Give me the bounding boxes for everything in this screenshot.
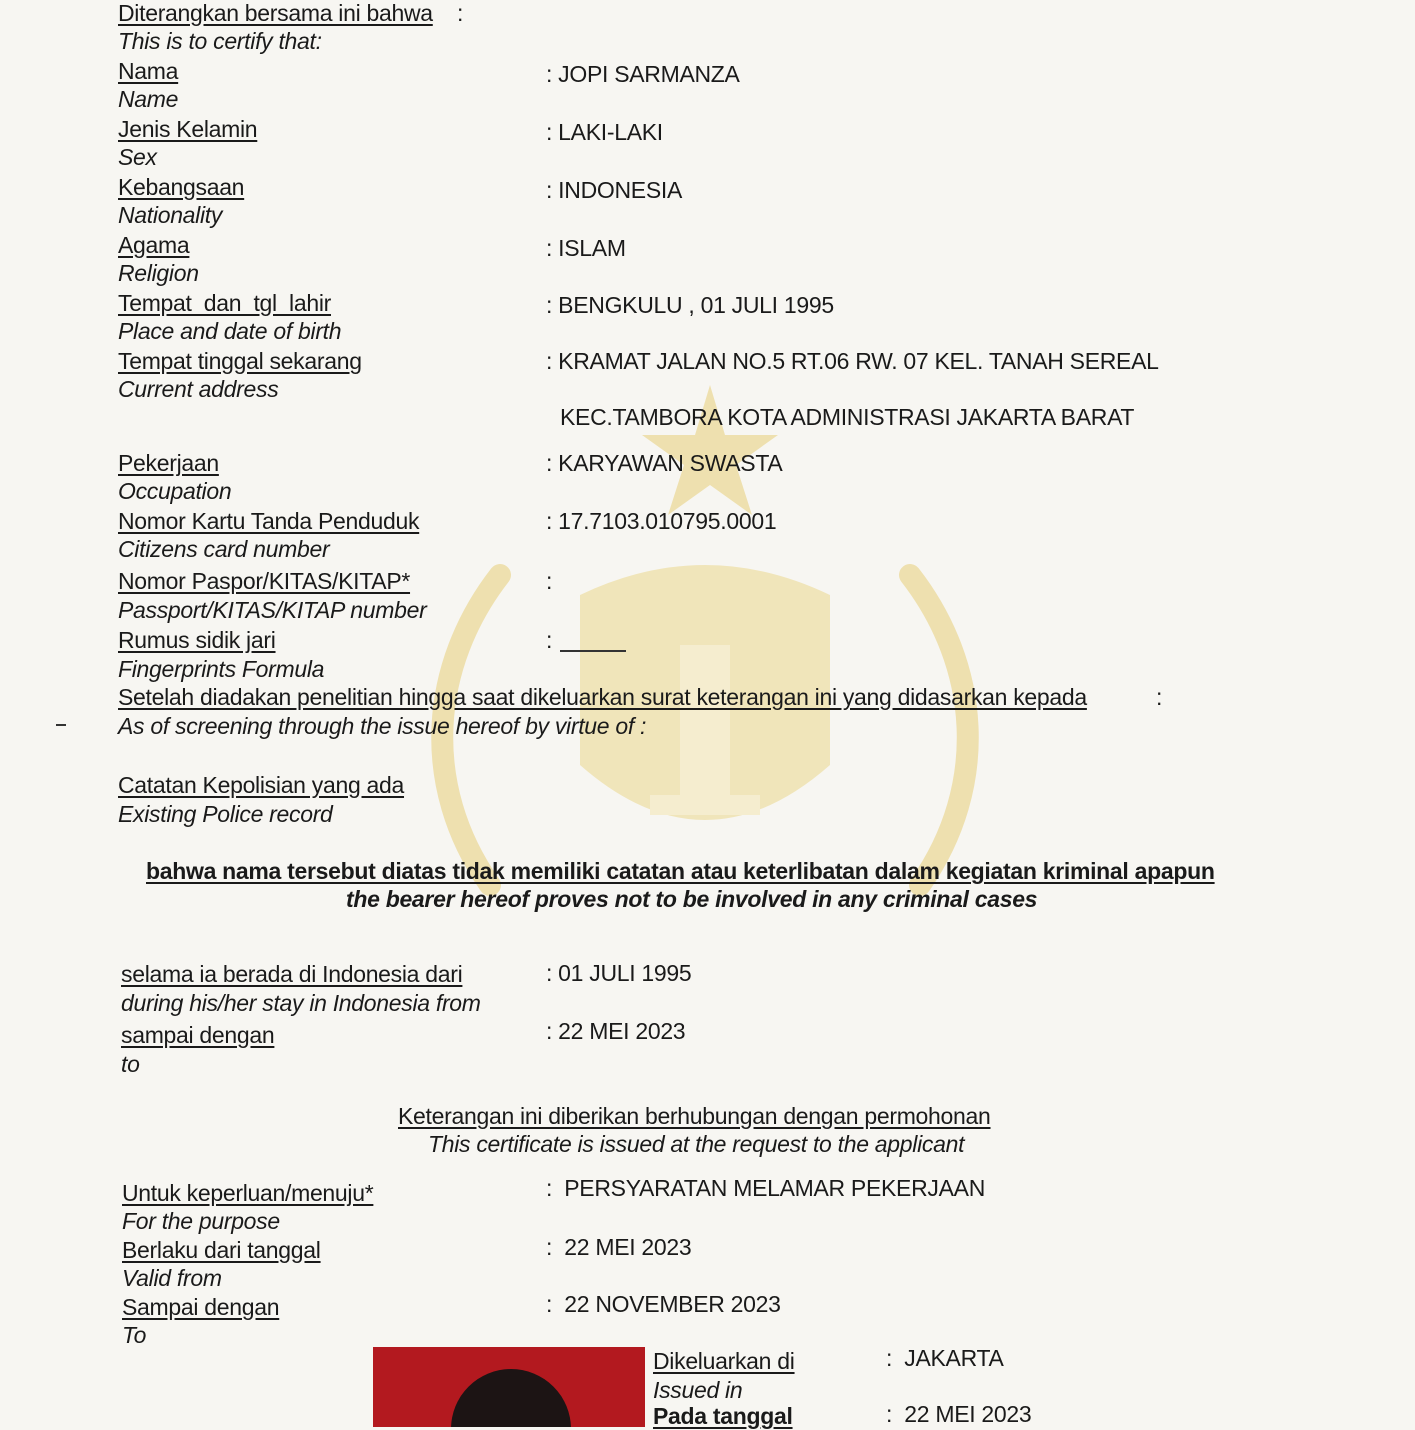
field-label-en: Passport/KITAS/KITAP number [118,597,427,623]
field-label-en: Place and date of birth [118,318,342,344]
field-value-birth: : BENGKULU , 01 JULI 1995 [546,292,834,318]
issued-in-label-en: Issued in [653,1377,743,1403]
emblem-torch [680,645,730,795]
field-value-religion: : ISLAM [546,235,626,261]
field-label-en: Nationality [118,202,223,228]
field-label-id: Agama [118,232,190,258]
field-label-id: Nama [118,58,179,84]
issued-date-label-id: Pada tanggal [653,1403,793,1429]
margin-dash [56,724,66,726]
field-label-en: Religion [118,260,199,286]
field-value-occupation: : KARYAWAN SWASTA [546,450,783,476]
police-record-statement-id: bahwa nama tersebut diatas tidak memiliki catatan atau keterlibatan dalam kegiatan kriminal apapun [146,858,1215,884]
field-label-en: Current address [118,376,279,402]
field-label-id: Kebangsaan [118,174,245,200]
field-value-id-card: : 17.7103.010795.0001 [546,508,777,534]
field-value-passport: : [546,568,553,594]
emblem-right-wreath [910,575,968,885]
valid-to-label-id: Sampai dengan [122,1294,280,1320]
emblem-base [650,795,760,815]
field-label-en: Name [118,86,179,112]
stay-to-label-id: sampai dengan [121,1022,275,1048]
police-record-statement-en: the bearer hereof proves not to be involved in any criminal cases [346,886,1038,912]
stay-from-label-id: selama ia berada di Indonesia dari [121,961,463,987]
police-record-label-en: Existing Police record [118,801,333,827]
purpose-label-en: For the purpose [122,1208,280,1234]
field-label-id: Rumus sidik jari [118,627,276,653]
screening-en: As of screening through the issue hereof by virtue of : [118,713,647,739]
certify-heading-colon: : [457,0,464,26]
field-value-sex: : LAKI-LAKI [546,119,663,145]
valid-from-label-id: Berlaku dari tanggal [122,1237,321,1263]
valid-to-value: : 22 NOVEMBER 2023 [546,1291,781,1317]
stay-to-value: : 22 MEI 2023 [546,1018,686,1044]
request-en: This certificate is issued at the request to the applicant [428,1131,965,1157]
field-value-fingerprint: : [546,627,553,653]
fingerprint-blank-line [560,650,626,652]
field-value-address: : KRAMAT JALAN NO.5 RT.06 RW. 07 KEL. TANAH SEREAL [546,348,1159,374]
field-label-id: Pekerjaan [118,450,219,476]
valid-to-label-en: To [122,1322,147,1348]
field-label-id: Tempat dan tgl lahir [118,290,331,316]
applicant-photo-head [451,1369,571,1427]
applicant-photo [373,1347,645,1427]
field-value-nationality: : INDONESIA [546,177,683,203]
field-label-id: Tempat tinggal sekarang [118,348,362,374]
field-label-id: Jenis Kelamin [118,116,258,142]
field-value-name: : JOPI SARMANZA [546,61,740,87]
certify-heading-id: Diterangkan bersama ini bahwa [118,0,433,26]
certify-heading-en: This is to certify that: [118,28,322,54]
field-label-en: Fingerprints Formula [118,656,325,682]
screening-colon: : [1156,684,1163,710]
field-value-address-line2: KEC.TAMBORA KOTA ADMINISTRASI JAKARTA BARAT [560,404,1135,430]
stay-from-label-en: during his/her stay in Indonesia from [121,990,481,1016]
screening-id: Setelah diadakan penelitian hingga saat dikeluarkan surat keterangan ini yang didasarkan kepada [118,684,1087,710]
request-id: Keterangan ini diberikan berhubungan dengan permohonan [398,1103,991,1129]
purpose-value: : PERSYARATAN MELAMAR PEKERJAAN [546,1175,986,1201]
issued-in-value: : JAKARTA [886,1345,1004,1371]
valid-from-value: : 22 MEI 2023 [546,1234,692,1260]
issued-in-label-id: Dikeluarkan di [653,1348,795,1374]
field-label-id: Nomor Kartu Tanda Penduduk [118,508,420,534]
stay-to-label-en: to [121,1051,140,1077]
valid-from-label-en: Valid from [122,1265,222,1291]
police-record-label-id: Catatan Kepolisian yang ada [118,772,405,798]
stay-from-value: : 01 JULI 1995 [546,960,692,986]
field-label-id: Nomor Paspor/KITAS/KITAP* [118,568,411,594]
field-label-en: Occupation [118,478,232,504]
field-label-en: Citizens card number [118,536,330,562]
field-label-en: Sex [118,144,157,170]
purpose-label-id: Untuk keperluan/menuju* [122,1180,374,1206]
issued-date-value: : 22 MEI 2023 [886,1401,1032,1427]
